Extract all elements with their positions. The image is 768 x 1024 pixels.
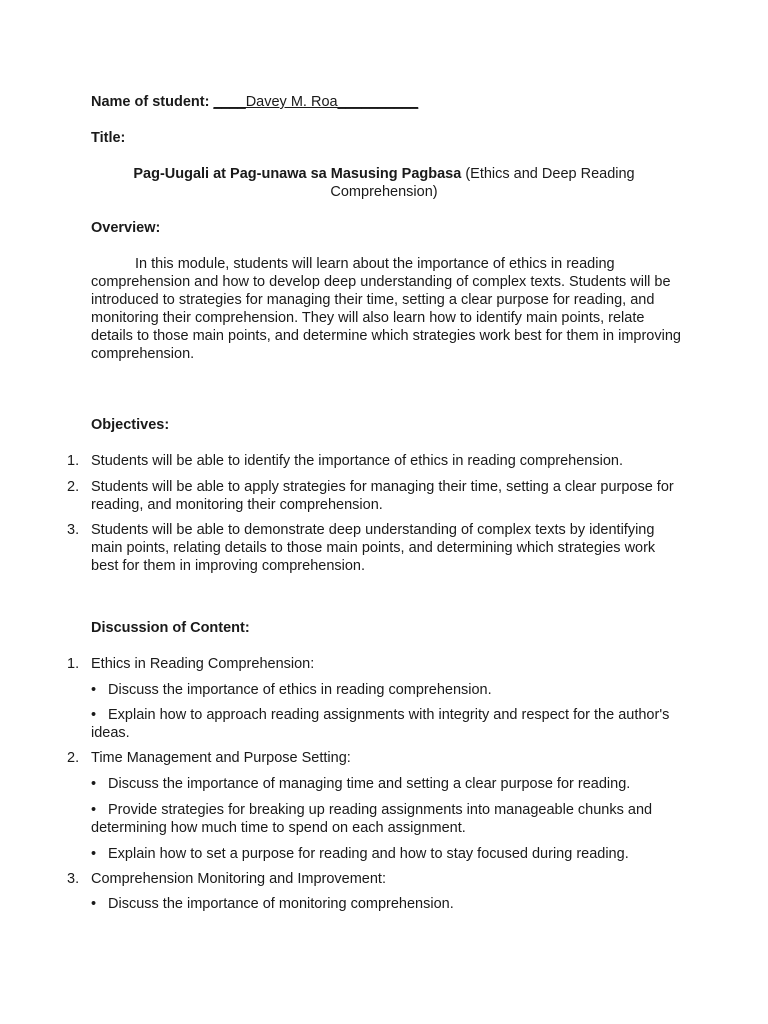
- discussion-section-1: [67, 655, 681, 673]
- bullet-item: [91, 895, 681, 913]
- title-label: Title:: [91, 130, 126, 146]
- section-title: Time Management and Purpose Setting:: [91, 750, 351, 766]
- bullet-text: Discuss the importance of ethics in reading comprehension.: [108, 682, 492, 698]
- bullet-icon: •: [91, 707, 97, 723]
- objective-text: Students will be able to apply strategies for managing their time, setting a clear purpose for reading, and monitoring their comprehension.: [91, 479, 674, 513]
- section-number: 1.: [67, 656, 80, 672]
- objective-number: 1.: [67, 453, 80, 469]
- bullet-icon: •: [91, 896, 97, 912]
- objective-item-1: [67, 452, 681, 470]
- bullet-item: [91, 706, 681, 742]
- discussion-heading: Discussion of Content:: [91, 620, 250, 636]
- objective-number: 2.: [67, 479, 80, 495]
- bullet-icon: •: [91, 802, 97, 818]
- section-number: 2.: [67, 750, 80, 766]
- discussion-section-3: [67, 870, 681, 888]
- section-title: Comprehension Monitoring and Improvement:: [91, 871, 386, 887]
- module-title: [91, 165, 677, 201]
- student-name-line: [91, 93, 681, 111]
- bullet-item: [91, 775, 681, 793]
- bullet-icon: •: [91, 776, 97, 792]
- module-title-rest-1: (Ethics and Deep Reading: [461, 166, 635, 182]
- student-name-value: ____Davey M. Roa__________: [213, 94, 419, 110]
- objective-text: Students will be able to identify the importance of ethics in reading comprehension.: [91, 453, 623, 469]
- bullet-icon: •: [91, 846, 97, 862]
- overview-heading: Overview:: [91, 220, 161, 236]
- objective-item-2: [67, 478, 681, 514]
- bullet-text: Explain how to approach reading assignments with integrity and respect for the author's ideas.: [91, 707, 670, 741]
- bullet-text: Discuss the importance of managing time and setting a clear purpose for reading.: [108, 776, 631, 792]
- bullet-item: [91, 681, 681, 699]
- bullet-item: [91, 845, 681, 863]
- student-name-label: Name of student:: [91, 94, 210, 110]
- section-number: 3.: [67, 871, 80, 887]
- bullet-text: Discuss the importance of monitoring comprehension.: [108, 896, 454, 912]
- objective-number: 3.: [67, 522, 80, 538]
- bullet-text: Provide strategies for breaking up reading assignments into manageable chunks and determining how much time to spend on each assignment.: [91, 802, 653, 836]
- module-title-rest-2: Comprehension): [330, 184, 438, 200]
- section-title: Ethics in Reading Comprehension:: [91, 656, 315, 672]
- bullet-item: [91, 801, 681, 837]
- overview-paragraph: In this module, students will learn about the importance of ethics in reading comprehension and how to develop deep understanding of complex texts. Students will be introduced to strategies for managing their time, setting a clear purpose for reading, and monitoring their comprehension. They will also learn how to identify main points, relate details to those main points, and determine which strategies work best for them in improving comprehension.: [91, 256, 681, 362]
- bullet-icon: •: [91, 682, 97, 698]
- objective-item-3: [67, 521, 681, 575]
- module-title-bold: Pag-Uugali at Pag-unawa sa Masusing Pagbasa: [133, 166, 462, 182]
- objective-text: Students will be able to demonstrate deep understanding of complex texts by identifying main points, relating details to those main points, and determining which strategies work best for them in improving comprehension.: [91, 522, 656, 574]
- discussion-section-2: [67, 749, 681, 767]
- objectives-heading: Objectives:: [91, 417, 170, 433]
- bullet-text: Explain how to set a purpose for reading and how to stay focused during reading.: [108, 846, 629, 862]
